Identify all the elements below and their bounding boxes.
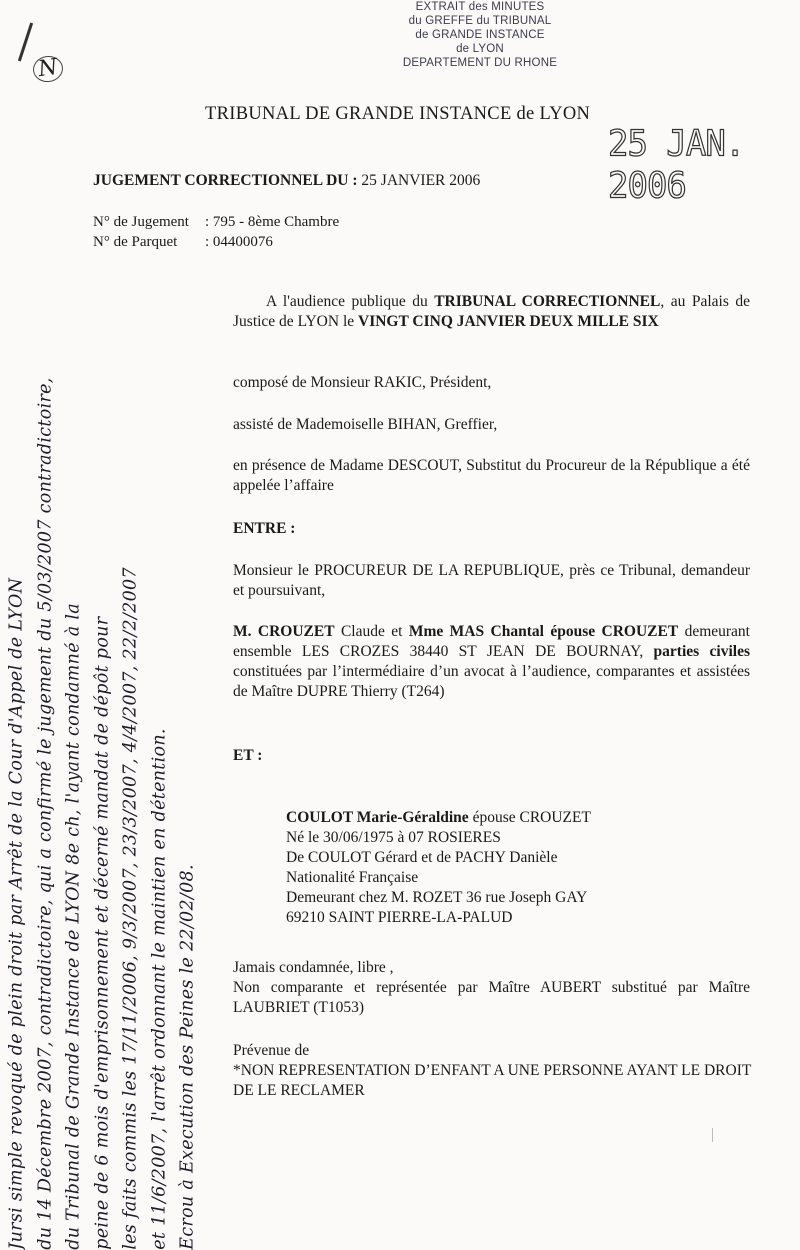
handwritten-slash (18, 23, 33, 62)
prevenue-birth: Né le 30/06/1975 à 07 ROSIERES (286, 829, 501, 846)
handwritten-margin-note (2, 150, 202, 1250)
parties-civiles-paragraph (233, 622, 750, 702)
handwritten-mark: N (31, 54, 64, 84)
tribunal-name: TRIBUNAL CORRECTIONNEL (434, 293, 661, 310)
page-mark (712, 1128, 723, 1142)
handwritten-line: du Tribunal de Grande Instance de LYON 8e ch, l'ayant condamné à la (63, 603, 84, 1250)
stamp-line: EXTRAIT des MINUTES (415, 1, 545, 13)
prevenue-identity (286, 808, 591, 928)
prevenue-name (286, 808, 591, 828)
handwritten-line: Jursi simple revoqué de plein droit par Arrêt de la Cour d'Appel de LYON (6, 577, 27, 1250)
court-title: TRIBUNAL DE GRANDE INSTANCE de LYON (205, 104, 591, 124)
stamp-line: de GRANDE INSTANCE (415, 29, 545, 41)
greffier-line: assisté de Mademoiselle BIHAN, Greffier, (233, 416, 498, 433)
jugement-label: JUGEMENT CORRECTIONNEL DU : (93, 172, 358, 189)
audience-text: A l'audience publique du (266, 293, 435, 310)
audience-text: , au Palais de Justice de LYON le (233, 293, 750, 330)
procureur-paragraph: Monsieur le PROCUREUR DE LA REPUBLIQUE, près ce Tribunal, demandeur et poursuivant, (233, 562, 750, 599)
handwritten-line: peine de 6 mois d'emprisonnement et décerné mandat de dépôt pour (91, 616, 112, 1250)
partie-civile-text: demeurant ensemble LES CROZES 38440 ST JEAN DE BOURNAY, (233, 623, 750, 660)
parquet-number-value: : 04400076 (205, 234, 273, 250)
handwritten-line: les faits commis les 17/11/2006, 9/3/2007, 23/3/2007, 4/4/2007, 22/2/2007 (120, 567, 141, 1250)
jugement-number-label: N° de Jugement (93, 214, 189, 230)
audience-paragraph (233, 292, 750, 332)
partie-civile-name: M. CROUZET (233, 623, 335, 640)
date-stamp: 25 JAN. 2006 (608, 123, 745, 207)
entre-heading: ENTRE : (233, 520, 296, 537)
partie-civile-text: Claude et (334, 623, 409, 640)
handwritten-line: du 14 Décembre 2007, contradictoire, qui a confirmé le jugement du 5/03/2007 contradictoire, (34, 377, 55, 1250)
partie-civile-text: constituées par l’intermédiaire d’un avocat à l’audience, comparantes et assistées de Maître DUPRE Thierry (T264) (233, 663, 750, 700)
jugement-number-value: : 795 - 8ème Chambre (205, 214, 340, 230)
prevenue-city: 69210 SAINT PIERRE-LA-PALUD (286, 909, 513, 926)
handwritten-line: et 11/6/2007, l'arrêt ordonnant le maintien en détention. (148, 728, 169, 1250)
charge-text: *NON REPRESENTATION D’ENFANT A UNE PERSONNE AYANT LE DROIT DE LE RECLAMER (233, 1062, 752, 1099)
composition-line: composé de Monsieur RAKIC, Président, (233, 374, 492, 391)
stamp-line: de LYON (456, 43, 504, 55)
et-heading: ET : (233, 747, 263, 764)
partie-civile-name: Mme MAS Chantal épouse CROUZET (408, 623, 679, 640)
prevenue-married-name: épouse CROUZET (468, 809, 591, 826)
parquet-number-label: N° de Parquet (93, 234, 178, 250)
prevenue-address: Demeurant chez M. ROZET 36 rue Joseph GAY (286, 889, 588, 906)
prevenue-nationality: Nationalité Française (286, 869, 419, 886)
ministere-public-line: en présence de Madame DESCOUT, Substitut du Procureur de la République a été appelée l’affaire (233, 457, 750, 494)
prevenue-parents: De COULOT Gérard et de PACHY Danièle (286, 849, 558, 866)
prevenue-de-label: Prévenue de (233, 1042, 310, 1059)
stamp-line: DEPARTEMENT DU RHONE (402, 57, 558, 69)
antecedents-line: Jamais condamnée, libre , (233, 959, 394, 976)
jugement-date: 25 JANVIER 2006 (357, 172, 481, 189)
prevenue-surname: COULOT Marie-Géraldine (286, 809, 469, 826)
parties-civiles-label: parties civiles (653, 643, 750, 660)
handwritten-line: Ecrou à Execution des Peines le 22/02/08. (177, 864, 198, 1250)
greffe-stamp (380, 0, 580, 70)
stamp-line: du GREFFE du TRIBUNAL (408, 15, 552, 27)
representation-paragraph: Non comparante et représentée par Maître AUBERT substitué par Maître LAUBRIET (T1053) (233, 979, 750, 1016)
audience-date: VINGT CINQ JANVIER DEUX MILLE SIX (358, 313, 659, 330)
